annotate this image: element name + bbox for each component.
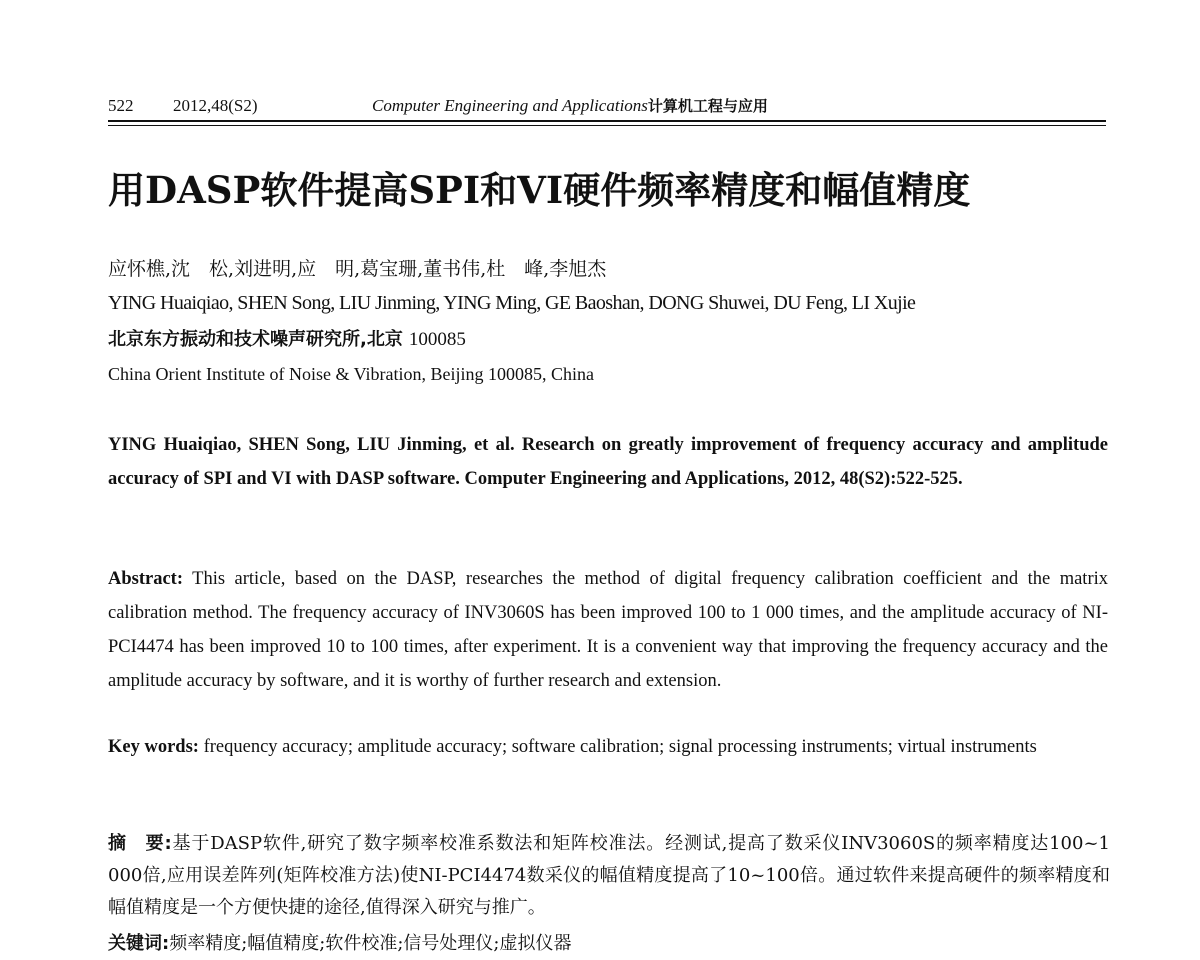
journal-name-cn: 计算机工程与应用 — [647, 97, 768, 115]
affiliation-chinese — [108, 328, 466, 352]
keywords-english — [108, 730, 1108, 764]
header-rule-thin — [108, 125, 1106, 126]
journal-name-en: Computer Engineering and Applications — [372, 96, 648, 115]
running-header — [108, 96, 1106, 118]
keywords-label: Key words: — [108, 737, 199, 757]
affiliation-english: China Orient Institute of Noise & Vibration, Beijing 100085, China — [108, 364, 595, 384]
paper-title: 用DASP软件提高SPI和VI硬件频率精度和幅值精度 — [108, 168, 971, 212]
citation: YING Huaiqiao, SHEN Song, LIU Jinming, et al. Research on greatly improvement of frequency accuracy and amplitude accuracy of SPI and VI with DASP software. Computer Engineering and Applications, 2012, 48(S2):522-525. — [108, 435, 1108, 489]
abstract-text: This article, based on the DASP, researches the method of digital frequency calibration coefficient and the matrix calibration method. The frequency accuracy of INV3060S has been improved 100 to 1 000 times, and the amplitude accuracy of NI-PCI4474 has been improved 10 to 100 times, after experiment. It is a convenient way that improving the frequency accuracy and the amplitude accuracy by software, and it is worthy of further research and extension. — [108, 569, 1108, 691]
abstract-label: Abstract: — [108, 569, 184, 589]
page-number: 522 — [108, 96, 134, 115]
keywords-cn-text: 频率精度;幅值精度;软件校准;信号处理仪;虚拟仪器 — [169, 933, 572, 954]
authors-chinese: 应怀樵,沈 松,刘进明,应 明,葛宝珊,董书伟,杜 峰,李旭杰 — [108, 258, 607, 280]
header-rule — [108, 120, 1106, 122]
volume-issue: 2012,48(S2) — [173, 96, 258, 115]
authors-english: YING Huaiqiao, SHEN Song, LIU Jinming, YING Ming, GE Baoshan, DONG Shuwei, DU Feng, LI Xujie — [108, 292, 916, 314]
abstract-cn-label: 摘 要: — [108, 833, 172, 854]
keywords-cn-label: 关键词: — [108, 933, 170, 954]
affiliation-zip: 100085 — [408, 329, 466, 350]
abstract-cn-text: 基于DASP软件,研究了数字频率校准系数法和矩阵校准法。经测试,提高了数采仪INV3060S的频率精度达100~1 000倍,应用误差阵列(矩阵校准方法)使NI-PCI4474数采仪的幅值精度提高了10~100倍。通过软件来提高硬件的频率精度和幅值精度是一个方便快捷的途径,值得深入研究与推广。 — [108, 833, 1110, 918]
abstract-chinese — [108, 828, 1110, 924]
abstract-english — [108, 562, 1108, 698]
affiliation-name-cn: 北京东方振动和技术噪声研究所,北京 — [108, 329, 403, 350]
journal-name — [372, 96, 768, 116]
keywords-text: frequency accuracy; amplitude accuracy; software calibration; signal processing instruments; virtual instruments — [203, 737, 1037, 757]
keywords-chinese — [108, 928, 1110, 960]
